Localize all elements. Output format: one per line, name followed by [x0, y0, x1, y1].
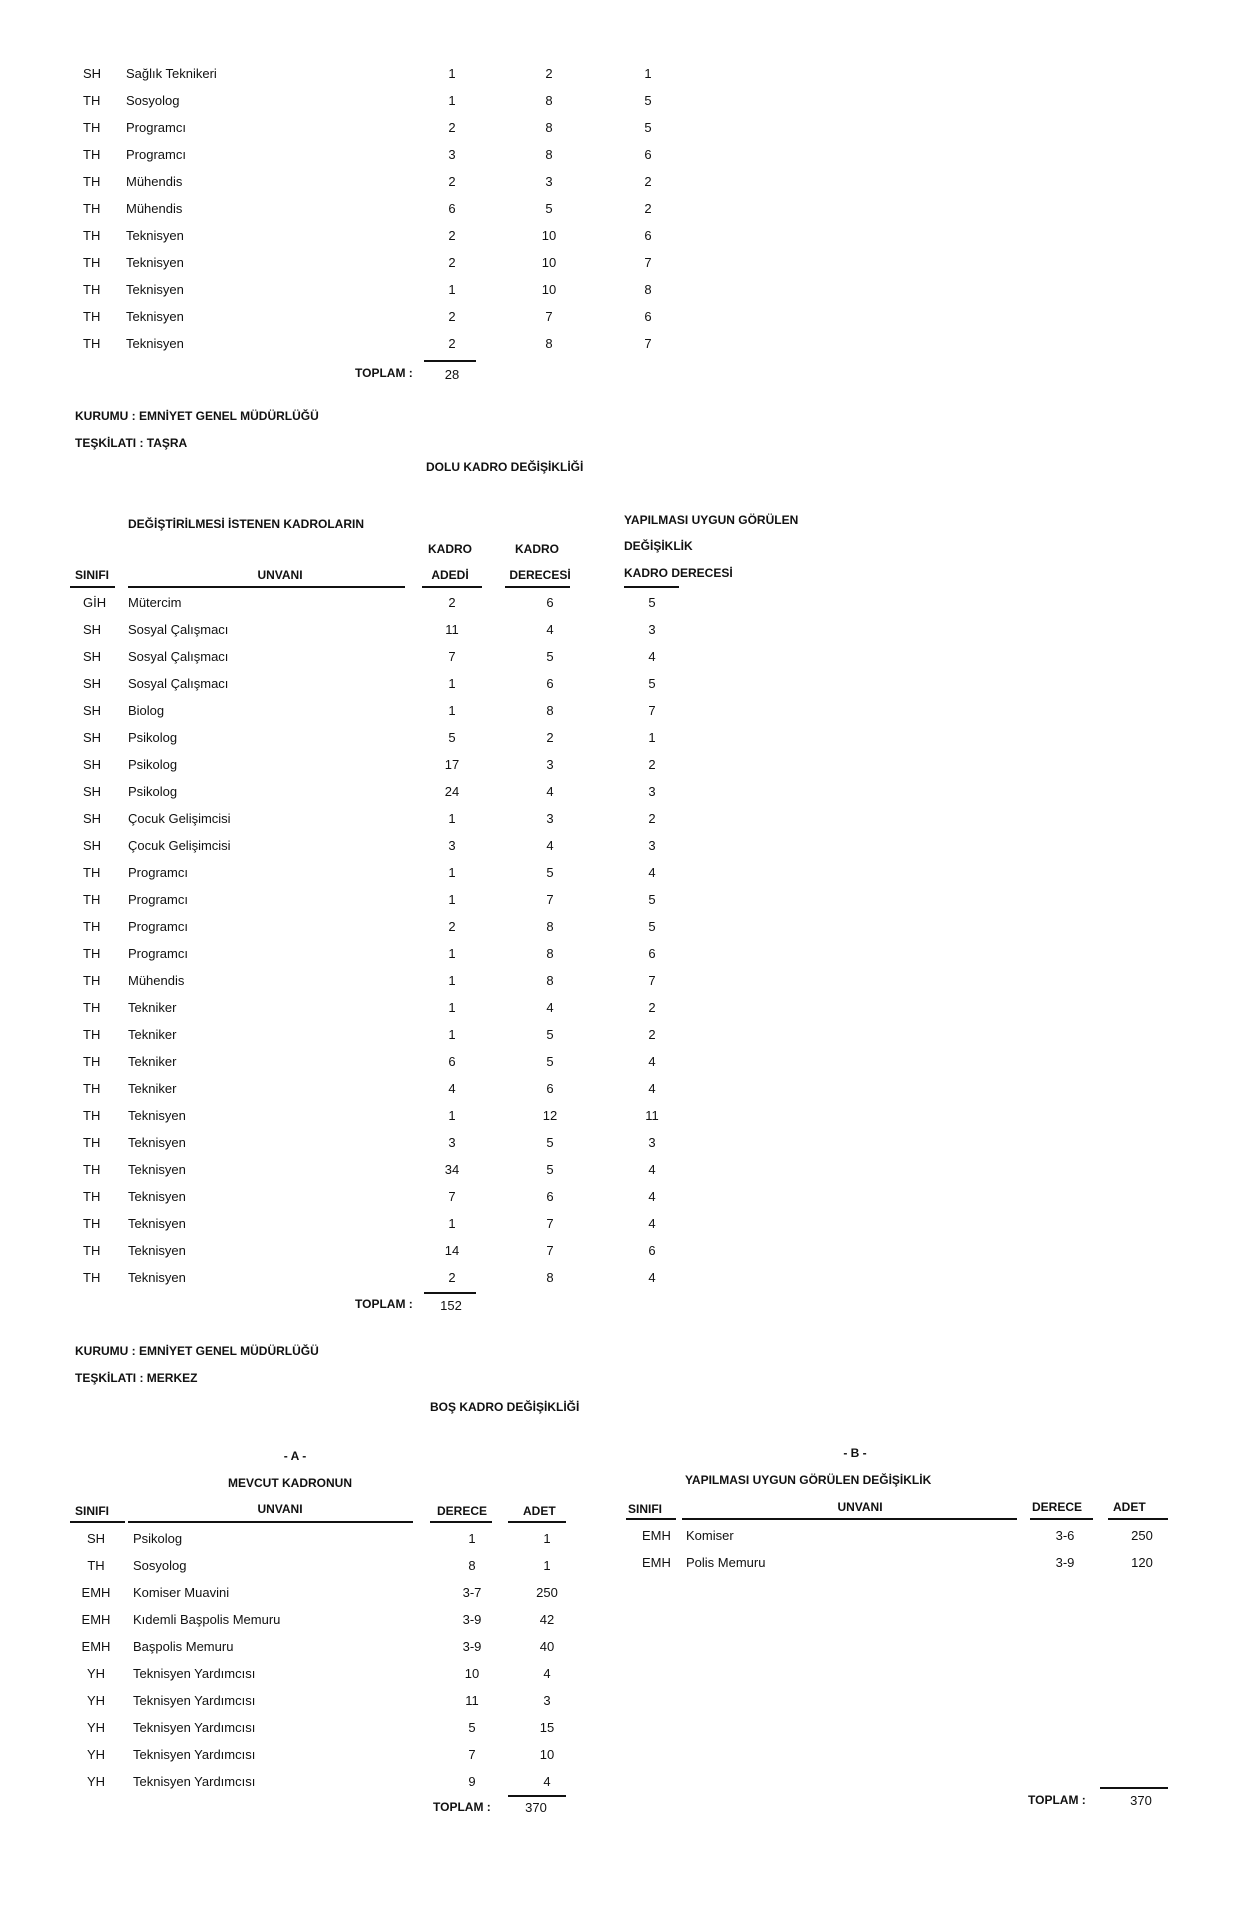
row-sinif: TH	[83, 1108, 101, 1123]
row-derece: 7	[546, 1243, 554, 1258]
row-unvan: Teknisyen	[128, 1135, 186, 1150]
row-sinif: SH	[83, 757, 102, 772]
section2-right-heading-2: DEĞİŞİKLİK	[624, 539, 693, 553]
row-c3: 2	[644, 174, 652, 189]
section3-b-header-rule-derece	[1030, 1518, 1093, 1520]
section3-a-col-adet: ADET	[523, 1504, 556, 1518]
row-sinif: TH	[83, 892, 101, 907]
row-c3: 6	[644, 228, 652, 243]
row-sinif: TH	[83, 1243, 101, 1258]
row-unvan: Mühendis	[126, 201, 183, 216]
table1-total-rule	[424, 360, 476, 362]
row-adet: 15	[539, 1720, 555, 1735]
row-sinif: TH	[83, 174, 101, 189]
row-c2: 8	[545, 120, 553, 135]
section3-b-total-rule	[1100, 1787, 1168, 1789]
row-c2: 8	[545, 93, 553, 108]
row-adet: 1	[543, 1558, 551, 1573]
row-unvan: Teknisyen Yardımcısı	[133, 1693, 256, 1708]
row-derece: 7	[546, 1216, 554, 1231]
row-sinif: TH	[83, 309, 101, 324]
row-c1: 1	[448, 66, 456, 81]
row-adet: 34	[444, 1162, 460, 1177]
row-sinif: SH	[83, 703, 102, 718]
row-sinif: SH	[83, 838, 102, 853]
row-sinif: TH	[83, 228, 101, 243]
row-sinif: YH	[86, 1666, 106, 1681]
row-sinif: TH	[83, 1189, 101, 1204]
row-derece: 5	[546, 865, 554, 880]
row-c2: 7	[545, 309, 553, 324]
row-sinif: SH	[83, 649, 102, 664]
row-sinif: TH	[83, 1081, 101, 1096]
row-c1: 6	[448, 201, 456, 216]
row-derece: 5	[546, 1135, 554, 1150]
row-adet: 2	[448, 595, 456, 610]
row-yeni: 4	[648, 1216, 656, 1231]
row-derece: 5	[546, 1027, 554, 1042]
row-sinif: TH	[83, 919, 101, 934]
row-adet: 17	[444, 757, 460, 772]
row-yeni: 4	[648, 1162, 656, 1177]
row-adet: 6	[448, 1054, 456, 1069]
section2-header-rule-derece	[505, 586, 570, 588]
row-yeni: 5	[648, 919, 656, 934]
row-derece: 6	[546, 595, 554, 610]
row-unvan: Teknisyen	[128, 1162, 186, 1177]
row-c3: 5	[644, 93, 652, 108]
row-adet: 14	[444, 1243, 460, 1258]
row-c3: 7	[644, 255, 652, 270]
row-yeni: 4	[648, 1081, 656, 1096]
row-adet: 4	[543, 1666, 551, 1681]
row-sinif: SH	[83, 622, 102, 637]
row-c2: 10	[541, 228, 557, 243]
row-unvan: Tekniker	[128, 1000, 177, 1015]
section2-teskilati: TEŞKİLATI : TAŞRA	[75, 436, 188, 450]
row-unvan: Teknisyen	[128, 1243, 186, 1258]
row-unvan: Programcı	[126, 147, 186, 162]
row-yeni: 3	[648, 784, 656, 799]
row-derece: 6	[546, 1081, 554, 1096]
row-unvan: Mütercim	[128, 595, 182, 610]
row-unvan: Biolog	[128, 703, 165, 718]
section2-header-rule-unvan	[128, 586, 405, 588]
row-c1: 3	[448, 147, 456, 162]
row-derece: 11	[465, 1693, 479, 1708]
row-adet: 40	[539, 1639, 555, 1654]
row-unvan: Teknisyen	[126, 228, 184, 243]
row-derece: 4	[546, 1000, 554, 1015]
row-unvan: Teknisyen Yardımcısı	[133, 1747, 256, 1762]
row-unvan: Sosyal Çalışmacı	[128, 676, 229, 691]
row-adet: 2	[448, 1270, 456, 1285]
row-adet: 11	[445, 622, 459, 637]
section3-a-header-rule-sinif	[70, 1521, 125, 1523]
section2-total-value: 152	[440, 1298, 462, 1313]
row-derece: 3-9	[462, 1639, 482, 1654]
row-derece: 5	[468, 1720, 476, 1735]
row-derece: 1	[468, 1531, 476, 1546]
row-c3: 1	[644, 66, 652, 81]
row-c1: 1	[448, 282, 456, 297]
section3-kurumu: KURUMU : EMNİYET GENEL MÜDÜRLÜĞÜ	[75, 1344, 319, 1358]
row-c1: 2	[448, 255, 456, 270]
row-c2: 3	[545, 174, 553, 189]
section3-a-header-rule-unvan	[128, 1521, 413, 1523]
row-unvan: Teknisyen Yardımcısı	[133, 1774, 256, 1789]
row-adet: 250	[536, 1585, 558, 1600]
section2-kurumu: KURUMU : EMNİYET GENEL MÜDÜRLÜĞÜ	[75, 409, 319, 423]
row-unvan: Sosyolog	[126, 93, 180, 108]
row-unvan: Psikolog	[128, 730, 178, 745]
row-adet: 4	[448, 1081, 456, 1096]
section3-a-header-rule-adet	[508, 1521, 566, 1523]
row-yeni: 4	[648, 865, 656, 880]
row-adet: 4	[543, 1774, 551, 1789]
section3-b-heading: YAPILMASI UYGUN GÖRÜLEN DEĞİŞİKLİK	[685, 1473, 932, 1487]
row-unvan: Programcı	[128, 892, 188, 907]
row-derece: 6	[546, 1189, 554, 1204]
row-adet: 1	[448, 973, 456, 988]
row-derece: 5	[546, 1054, 554, 1069]
row-adet: 1	[448, 676, 456, 691]
row-derece: 8	[468, 1558, 476, 1573]
row-sinif: EMH	[642, 1528, 671, 1543]
row-yeni: 4	[648, 649, 656, 664]
row-unvan: Psikolog	[128, 784, 178, 799]
row-adet: 1	[448, 892, 456, 907]
row-sinif: SH	[83, 811, 102, 826]
row-sinif: EMH	[642, 1555, 671, 1570]
row-unvan: Komiser Muavini	[133, 1585, 230, 1600]
row-unvan: Teknisyen	[128, 1216, 186, 1231]
row-unvan: Teknisyen	[126, 255, 184, 270]
section3-title: BOŞ KADRO DEĞİŞİKLİĞİ	[430, 1400, 580, 1414]
row-yeni: 2	[648, 757, 656, 772]
section2-total-rule	[424, 1292, 476, 1294]
row-sinif: TH	[83, 1054, 101, 1069]
row-c2: 10	[541, 282, 557, 297]
section3-b-col-sinif: SINIFI	[628, 1502, 663, 1516]
section3-b-col-derece: DERECE	[1032, 1500, 1083, 1514]
row-derece: 3	[546, 811, 554, 826]
row-c3: 7	[644, 336, 652, 351]
section3-a-col-unvan: UNVANI	[257, 1502, 303, 1516]
row-sinif: SH	[83, 784, 102, 799]
section3-b-total-label: TOPLAM :	[1028, 1793, 1086, 1807]
section3-b-header-rule-unvan	[682, 1518, 1017, 1520]
section3-b-header-rule-adet	[1108, 1518, 1168, 1520]
section3-a-heading: MEVCUT KADRONUN	[228, 1476, 352, 1490]
table1-total-value: 28	[444, 367, 460, 382]
row-sinif: EMH	[81, 1585, 111, 1600]
section3-b-mark: - B -	[843, 1446, 867, 1460]
row-unvan: Psikolog	[133, 1531, 183, 1546]
row-c1: 2	[448, 309, 456, 324]
section3-a-mark: - A -	[283, 1449, 307, 1463]
row-derece: 6	[546, 676, 554, 691]
section3-a-total-label: TOPLAM :	[433, 1800, 491, 1814]
row-derece: 4	[546, 838, 554, 853]
row-unvan: Teknisyen	[126, 282, 184, 297]
section2-left-heading: DEĞİŞTİRİLMESİ İSTENEN KADROLARIN	[128, 517, 365, 531]
row-unvan: Komiser	[686, 1528, 734, 1543]
row-derece: 3	[546, 757, 554, 772]
row-derece: 8	[546, 703, 554, 718]
section2-title: DOLU KADRO DEĞİŞİKLİĞİ	[426, 460, 584, 474]
section2-right-heading-1: YAPILMASI UYGUN GÖRÜLEN	[624, 513, 799, 527]
row-c1: 2	[448, 336, 456, 351]
row-sinif: EMH	[81, 1639, 111, 1654]
row-unvan: Çocuk Gelişimcisi	[128, 811, 231, 826]
row-c3: 8	[644, 282, 652, 297]
row-unvan: Teknisyen	[126, 336, 184, 351]
row-yeni: 7	[648, 973, 656, 988]
row-sinif: YH	[86, 1774, 106, 1789]
row-sinif: SH	[83, 730, 102, 745]
row-unvan: Tekniker	[128, 1027, 177, 1042]
row-adet: 120	[1131, 1555, 1153, 1570]
row-sinif: YH	[86, 1747, 106, 1762]
row-yeni: 2	[648, 1000, 656, 1015]
section3-a-col-derece: DERECE	[437, 1504, 488, 1518]
row-unvan: Sosyal Çalışmacı	[128, 649, 229, 664]
row-adet: 1	[448, 865, 456, 880]
row-derece: 7	[546, 892, 554, 907]
row-adet: 1	[448, 1216, 456, 1231]
row-sinif: TH	[83, 946, 101, 961]
row-c3: 5	[644, 120, 652, 135]
row-yeni: 11	[645, 1108, 659, 1123]
row-adet: 1	[543, 1531, 551, 1546]
row-sinif: TH	[83, 147, 101, 162]
row-sinif: TH	[83, 1000, 101, 1015]
row-unvan: Programcı	[128, 865, 188, 880]
row-adet: 2	[448, 919, 456, 934]
row-derece: 9	[468, 1774, 476, 1789]
row-yeni: 1	[648, 730, 656, 745]
section2-col-derece-2: DERECESİ	[509, 568, 571, 582]
row-adet: 3	[448, 838, 456, 853]
row-c1: 1	[448, 93, 456, 108]
row-sinif: TH	[83, 282, 101, 297]
section3-b-total-value: 370	[1130, 1793, 1152, 1808]
row-c2: 2	[545, 66, 553, 81]
row-derece: 10	[464, 1666, 480, 1681]
row-unvan: Polis Memuru	[686, 1555, 766, 1570]
row-unvan: Teknisyen	[128, 1270, 186, 1285]
row-yeni: 6	[648, 946, 656, 961]
row-unvan: Mühendis	[128, 973, 185, 988]
row-adet: 7	[448, 649, 456, 664]
row-yeni: 5	[648, 595, 656, 610]
row-c2: 8	[545, 336, 553, 351]
row-derece: 2	[546, 730, 554, 745]
row-adet: 250	[1131, 1528, 1153, 1543]
row-sinif: GİH	[83, 595, 107, 610]
row-unvan: Tekniker	[128, 1054, 177, 1069]
row-derece: 8	[546, 919, 554, 934]
row-sinif: TH	[83, 865, 101, 880]
row-derece: 12	[542, 1108, 558, 1123]
row-adet: 24	[444, 784, 460, 799]
row-adet: 7	[448, 1189, 456, 1204]
section2-total-label: TOPLAM :	[355, 1297, 413, 1311]
section2-right-heading-3: KADRO DERECESİ	[624, 566, 733, 580]
row-adet: 1	[448, 1000, 456, 1015]
row-sinif: TH	[83, 1135, 101, 1150]
row-sinif: TH	[83, 120, 101, 135]
row-sinif: YH	[86, 1693, 106, 1708]
section3-a-total-rule	[508, 1795, 566, 1797]
row-sinif: TH	[83, 255, 101, 270]
row-yeni: 4	[648, 1189, 656, 1204]
row-sinif: TH	[83, 201, 101, 216]
row-unvan: Kıdemli Başpolis Memuru	[133, 1612, 281, 1627]
row-unvan: Mühendis	[126, 174, 183, 189]
row-derece: 3-6	[1055, 1528, 1075, 1543]
section3-a-header-rule-derece	[430, 1521, 492, 1523]
row-unvan: Programcı	[128, 946, 188, 961]
row-sinif: TH	[83, 1162, 101, 1177]
section2-col-adedi-1: KADRO	[428, 542, 472, 556]
row-unvan: Psikolog	[128, 757, 178, 772]
section3-a-total-value: 370	[525, 1800, 547, 1815]
row-yeni: 2	[648, 1027, 656, 1042]
row-yeni: 3	[648, 622, 656, 637]
row-c1: 2	[448, 174, 456, 189]
row-yeni: 4	[648, 1270, 656, 1285]
row-derece: 3-9	[1055, 1555, 1075, 1570]
section2-header-rule-sinif	[70, 586, 115, 588]
row-c3: 6	[644, 309, 652, 324]
section2-col-adedi-2: ADEDİ	[431, 568, 469, 582]
row-unvan: Sağlık Teknikeri	[126, 66, 217, 81]
row-unvan: Sosyolog	[133, 1558, 187, 1573]
row-unvan: Çocuk Gelişimcisi	[128, 838, 231, 853]
row-derece: 3-9	[462, 1612, 482, 1627]
section3-a-col-sinif: SINIFI	[75, 1504, 110, 1518]
row-adet: 1	[448, 1027, 456, 1042]
row-yeni: 3	[648, 838, 656, 853]
row-yeni: 2	[648, 811, 656, 826]
row-unvan: Başpolis Memuru	[133, 1639, 234, 1654]
row-unvan: Teknisyen	[126, 309, 184, 324]
row-adet: 42	[539, 1612, 555, 1627]
row-sinif: EMH	[81, 1612, 111, 1627]
row-c3: 6	[644, 147, 652, 162]
row-unvan: Teknisyen	[128, 1108, 186, 1123]
row-unvan: Tekniker	[128, 1081, 177, 1096]
row-derece: 8	[546, 946, 554, 961]
row-derece: 4	[546, 784, 554, 799]
row-unvan: Programcı	[128, 919, 188, 934]
row-adet: 1	[448, 811, 456, 826]
row-sinif: YH	[86, 1720, 106, 1735]
row-derece: 5	[546, 1162, 554, 1177]
row-c2: 8	[545, 147, 553, 162]
row-unvan: Teknisyen Yardımcısı	[133, 1666, 256, 1681]
row-sinif: TH	[83, 973, 101, 988]
section3-b-col-unvan: UNVANI	[837, 1500, 883, 1514]
row-sinif: TH	[83, 1270, 101, 1285]
row-derece: 3-7	[462, 1585, 482, 1600]
row-adet: 3	[543, 1693, 551, 1708]
row-sinif: SH	[86, 1531, 106, 1546]
row-yeni: 3	[648, 1135, 656, 1150]
row-unvan: Teknisyen Yardımcısı	[133, 1720, 256, 1735]
row-derece: 7	[468, 1747, 476, 1762]
row-sinif: TH	[83, 336, 101, 351]
row-c2: 5	[545, 201, 553, 216]
row-sinif: SH	[83, 66, 102, 81]
row-adet: 10	[539, 1747, 555, 1762]
row-adet: 1	[448, 1108, 456, 1123]
row-sinif: TH	[87, 1558, 105, 1573]
row-yeni: 4	[648, 1054, 656, 1069]
row-derece: 8	[546, 973, 554, 988]
row-unvan: Teknisyen	[128, 1189, 186, 1204]
row-c3: 2	[644, 201, 652, 216]
row-sinif: TH	[83, 1027, 101, 1042]
row-yeni: 6	[648, 1243, 656, 1258]
row-yeni: 5	[648, 676, 656, 691]
row-derece: 5	[546, 649, 554, 664]
row-c1: 2	[448, 228, 456, 243]
row-c1: 2	[448, 120, 456, 135]
row-derece: 8	[546, 1270, 554, 1285]
row-derece: 4	[546, 622, 554, 637]
section2-col-unvan: UNVANI	[257, 568, 303, 582]
table1-total-label: TOPLAM :	[355, 366, 413, 380]
row-sinif: TH	[83, 93, 101, 108]
row-yeni: 7	[648, 703, 656, 718]
section3-b-header-rule-sinif	[626, 1518, 676, 1520]
section3-b-col-adet: ADET	[1113, 1500, 1146, 1514]
row-unvan: Programcı	[126, 120, 186, 135]
row-c2: 10	[541, 255, 557, 270]
section2-header-rule-yeni	[624, 586, 679, 588]
row-sinif: TH	[83, 1216, 101, 1231]
section2-col-derece-1: KADRO	[515, 542, 559, 556]
section3-teskilati: TEŞKİLATI : MERKEZ	[75, 1371, 198, 1385]
row-unvan: Sosyal Çalışmacı	[128, 622, 229, 637]
row-adet: 5	[448, 730, 456, 745]
row-adet: 3	[448, 1135, 456, 1150]
row-yeni: 5	[648, 892, 656, 907]
row-adet: 1	[448, 946, 456, 961]
row-sinif: SH	[83, 676, 102, 691]
row-adet: 1	[448, 703, 456, 718]
section2-header-rule-adedi	[422, 586, 482, 588]
section2-col-sinif: SINIFI	[75, 568, 110, 582]
